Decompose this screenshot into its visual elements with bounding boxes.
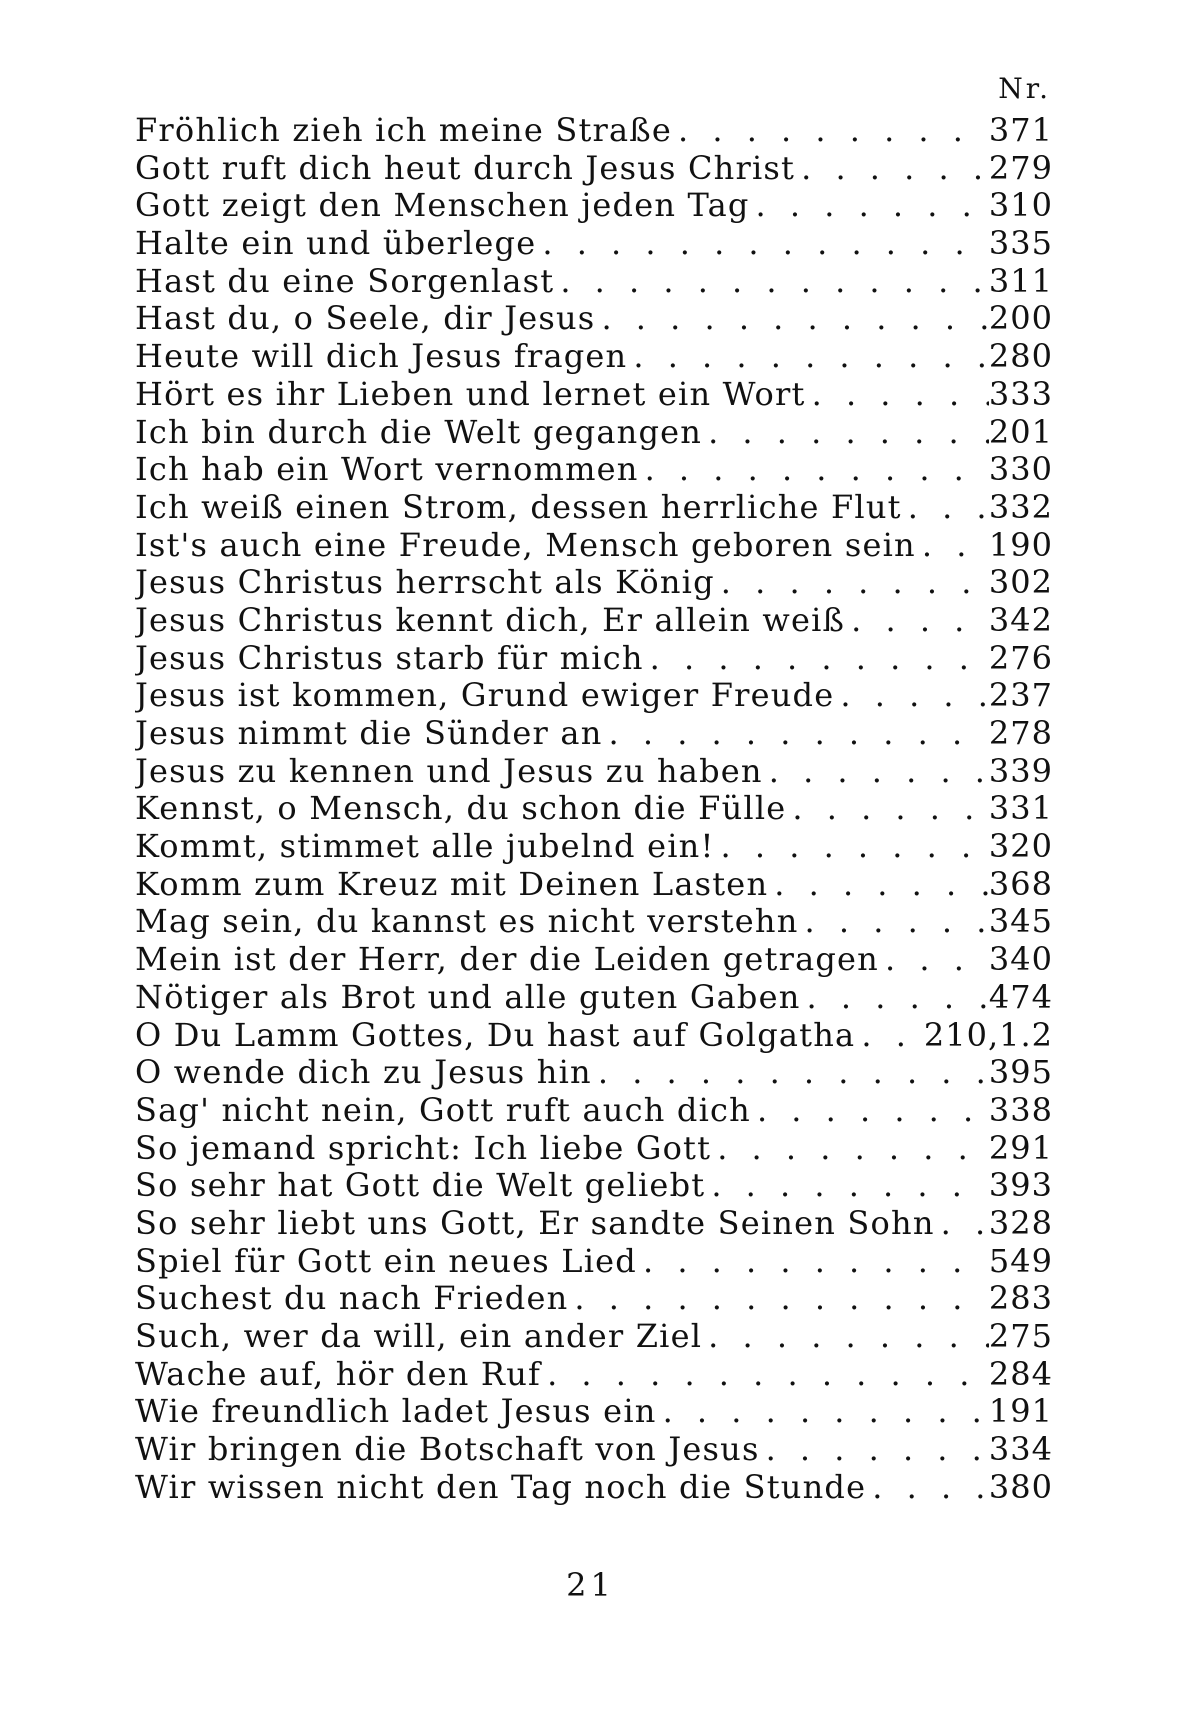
dot-leader [568,1280,989,1318]
entry-number: 371 [988,112,1053,149]
dot-leader [672,112,989,150]
entry-number: 210,1.2 [923,1016,1053,1054]
entry-number: 331 [988,790,1053,828]
entry-title: O Du Lamm Gottes, Du hast auf Golgatha [135,1016,856,1054]
entry-number: 345 [988,903,1053,941]
entry-title: Jesus Christus starb für mich [135,639,644,677]
dot-leader [834,677,989,715]
entry-number: 284 [988,1355,1053,1393]
entry-number: 328 [988,1204,1053,1242]
index-entry [135,1054,1053,1092]
index-entry [135,263,1053,301]
entry-title: Jesus Christus kennt dich, Er allein weiß [135,601,846,639]
song-index-list [135,112,1053,1506]
entry-title: Mag sein, du kannst es nicht verstehn [135,903,799,941]
entry-number: 278 [988,715,1053,752]
dot-leader [879,941,989,979]
entry-title: So jemand spricht: Ich liebe Gott [135,1129,712,1167]
entry-title: Ich weiß einen Strom, dessen herrliche Flut [135,488,902,526]
entry-number: 549 [988,1242,1053,1280]
index-entry [135,1243,1053,1281]
entry-title: Spiel für Gott ein neues Lied [135,1242,637,1280]
index-entry [135,451,1053,489]
entry-number: 474 [988,978,1053,1016]
entry-number: 276 [988,639,1053,677]
entry-title: Such, wer da will, ein ander Ziel [135,1318,703,1355]
entry-title: Ich hab ein Wort vernommen [135,451,639,489]
entry-title: Nötiger als Brot und alle guten Gaben [135,978,801,1016]
dot-leader [795,150,989,188]
entry-title: Wir bringen die Botschaft von Jesus [135,1431,760,1469]
dot-leader [702,1318,989,1356]
dot-leader [711,1130,989,1168]
entry-number: 283 [988,1280,1053,1318]
entry-title: So sehr hat Gott die Welt geliebt [135,1167,706,1205]
dot-leader [801,979,989,1017]
entry-number: 279 [988,149,1053,187]
index-entry [135,677,1053,715]
entry-number: 190 [988,526,1053,564]
index-entry [135,1280,1053,1318]
entry-number: 332 [988,488,1053,526]
dot-leader [595,300,988,338]
entry-title: Heute will dich Jesus fragen [135,338,628,376]
dot-leader [845,602,989,640]
index-entry [135,1130,1053,1168]
dot-leader [866,1469,989,1507]
dot-leader [705,1167,989,1205]
index-entry [135,187,1053,225]
index-entry [135,376,1053,414]
index-entry [135,1017,1053,1055]
entry-title: Hast du, o Seele, dir Jesus [135,300,596,338]
index-entry [135,602,1053,640]
index-entry [135,715,1053,753]
entry-number: 333 [988,375,1053,413]
entry-number: 191 [988,1393,1053,1431]
dot-leader [541,1356,989,1394]
dot-leader [715,564,989,602]
dot-leader [902,489,989,527]
dot-leader [806,376,989,414]
dot-leader [644,640,989,678]
entry-title: Kommt, stimmet alle jubelnd ein! [135,828,715,866]
index-entry [135,225,1053,263]
index-entry [135,1167,1053,1205]
entry-number: 339 [988,752,1053,790]
entry-number: 310 [988,187,1053,225]
index-entry [135,903,1053,941]
dot-leader [657,1393,989,1431]
entry-number: 330 [988,451,1053,489]
entry-number: 320 [988,828,1053,866]
dot-leader [799,903,989,941]
entry-number: 291 [988,1129,1053,1167]
index-entry [135,1092,1053,1130]
entry-number: 395 [988,1054,1053,1092]
index-entry [135,941,1053,979]
index-entry [135,150,1053,188]
index-entry [135,790,1053,828]
entry-title: Wie freundlich ladet Jesus ein [135,1393,657,1431]
entry-number: 200 [988,300,1053,338]
entry-title: Kennst, o Mensch, du schon die Fülle [135,790,787,828]
index-entry [135,1318,1053,1356]
dot-leader [536,225,989,263]
dot-leader [627,338,989,376]
dot-leader [768,866,989,904]
dot-leader [715,828,989,866]
dot-leader [763,753,989,791]
entry-number: 342 [988,601,1053,639]
index-entry [135,489,1053,527]
entry-title: O wende dich zu Jesus hin [135,1054,592,1092]
entry-number: 335 [988,225,1053,263]
entry-title: Mein ist der Herr, der die Leiden getragen [135,941,879,979]
index-entry [135,300,1053,338]
entry-number: 393 [988,1167,1053,1205]
index-entry [135,1393,1053,1431]
entry-number: 368 [988,865,1053,903]
dot-leader [554,263,989,301]
index-entry [135,414,1053,452]
entry-number: 280 [988,338,1053,376]
entry-title: Suchest du nach Frieden [135,1280,569,1318]
dot-leader [637,1243,989,1281]
entry-number: 302 [988,564,1053,602]
number-column-header: Nr. [998,72,1051,105]
entry-title: Jesus ist kommen, Grund ewiger Freude [135,677,835,715]
index-entry [135,564,1053,602]
entry-number: 237 [988,677,1053,715]
index-entry [135,753,1053,791]
dot-leader [750,187,989,225]
index-entry [135,640,1053,678]
entry-title: Hast du eine Sorgenlast [135,262,555,300]
entry-number: 334 [988,1431,1053,1469]
index-entry [135,866,1053,904]
index-entry [135,1356,1053,1394]
entry-title: Komm zum Kreuz mit Deinen Lasten [135,865,769,903]
dot-leader [760,1431,989,1469]
entry-title: Jesus nimmt die Sünder an [135,715,603,752]
entry-title: Halte ein und überlege [135,225,537,263]
index-entry [135,1205,1053,1243]
entry-title: Wache auf, hör den Ruf [135,1355,542,1393]
index-entry [135,1469,1053,1507]
dot-leader [639,451,989,489]
index-entry [135,112,1053,150]
entry-title: Ist's auch eine Freude, Mensch geboren sein [135,526,916,564]
entry-title: Fröhlich zieh ich meine Straße [135,112,672,149]
entry-title: Wir wissen nicht den Tag noch die Stunde [135,1468,867,1506]
entry-title: Gott ruft dich heut durch Jesus Christ [135,149,796,187]
entry-title: Jesus Christus herrscht als König [135,564,715,602]
entry-number: 275 [988,1318,1053,1355]
page-number: 21 [566,1566,615,1604]
entry-number: 338 [988,1091,1053,1129]
dot-leader [702,414,989,452]
entry-title: Sag' nicht nein, Gott ruft auch dich [135,1091,751,1129]
dot-leader [855,1017,924,1055]
index-entry [135,338,1053,376]
dot-leader [603,715,989,753]
dot-leader [916,527,989,565]
index-entry [135,1431,1053,1469]
dot-leader [935,1205,989,1243]
index-entry [135,527,1053,565]
entry-title: Hört es ihr Lieben und lernet ein Wort [135,375,806,413]
entry-number: 380 [988,1468,1053,1506]
dot-leader [786,790,989,828]
entry-title: So sehr liebt uns Gott, Er sandte Seinen Sohn [135,1204,935,1242]
entry-title: Ich bin durch die Welt gegangen [135,413,703,451]
dot-leader [751,1092,989,1130]
index-entry [135,828,1053,866]
index-entry [135,979,1053,1017]
entry-number: 311 [988,262,1053,300]
entry-number: 201 [988,413,1053,451]
dot-leader [592,1054,989,1092]
entry-title: Gott zeigt den Menschen jeden Tag [135,187,750,225]
entry-number: 340 [988,941,1053,979]
entry-title: Jesus zu kennen und Jesus zu haben [135,752,763,790]
